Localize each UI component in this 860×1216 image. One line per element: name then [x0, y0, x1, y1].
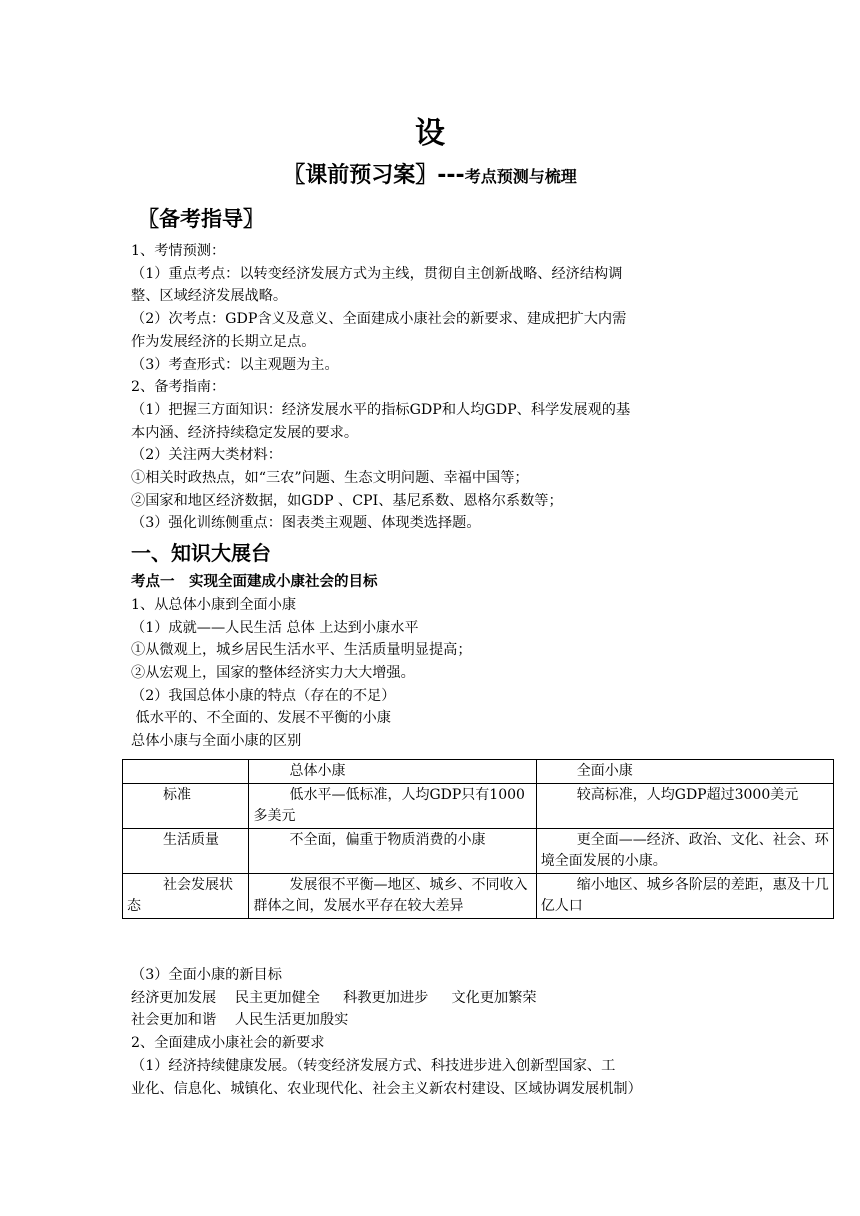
- table-row: [123, 784, 834, 829]
- guide-line: （3）强化训练侧重点：图表类主观题、体现类选择题。: [131, 515, 481, 532]
- guide-line: 本内涵、经济持续稳定发展的要求。: [131, 424, 359, 441]
- point-line: 低水平的、不全面的、发展不平衡的小康: [131, 710, 391, 727]
- guide-section: [131, 240, 741, 753]
- point-heading: 考点一 实现全面建成小康社会的目标: [131, 574, 378, 591]
- table-cell: 更全面——经济、政治、文化、社会、环境全面发展的小康。: [536, 829, 833, 874]
- table-cell: 社会发展状态: [123, 874, 249, 919]
- table-header-cell: [123, 760, 249, 784]
- table-cell: 不全面，偏重于物质消费的小康: [249, 829, 536, 874]
- guide-line: （1）重点考点：以转变经济发展方式为主线，贯彻自主创新战略、经济结构调: [131, 265, 623, 282]
- guide-line: ①相关时政热点，如“三农”问题、生态文明问题、幸福中国等；: [131, 470, 529, 487]
- guide-heading: 〖备考指导〗: [138, 207, 264, 231]
- body-line: 经济更加发展 民主更加健全 科教更加进步 文化更加繁荣: [131, 989, 537, 1006]
- table-header-row: [123, 760, 834, 784]
- table-cell: 发展很不平衡—地区、城乡、不同收入群体之间，发展水平存在较大差异: [249, 874, 536, 919]
- point-line: （1）成就——人民生活 总体 上达到小康水平: [131, 619, 419, 636]
- body-line: 社会更加和谐 人民生活更加殷实: [131, 1012, 349, 1029]
- table-cell: 低水平—低标准，人均GDP只有1000多美元: [249, 784, 536, 829]
- guide-line: 作为发展经济的长期立足点。: [131, 333, 316, 350]
- table-header-cell: 总体小康: [249, 760, 536, 784]
- table-cell: 生活质量: [123, 829, 249, 874]
- point-line: ①从微观上，城乡居民生活水平、生活质量明显提高；: [131, 642, 472, 659]
- point-line: （2）我国总体小康的特点（存在的不足）: [131, 687, 396, 704]
- subtitle-small: 考点预测与梳理: [464, 167, 577, 186]
- body-line: 2、全面建成小康社会的新要求: [131, 1035, 325, 1052]
- table-cell: 缩小地区、城乡各阶层的差距，惠及十几亿人口: [536, 874, 833, 919]
- guide-line: （3）考查形式：以主观题为主。: [131, 356, 339, 373]
- table-row: [123, 829, 834, 874]
- body-line: （1）经济持续健康发展。（转变经济发展方式、科技进步进入创新型国家、工: [131, 1057, 616, 1074]
- table-cell: 较高标准，人均GDP超过3000美元: [536, 784, 833, 829]
- point-line: 总体小康与全面小康的区别: [131, 733, 302, 750]
- guide-line: 1、考情预测：: [131, 243, 226, 259]
- guide-line: 整、区域经济发展战略。: [131, 288, 288, 305]
- guide-line: （1）把握三方面知识：经济发展水平的指标GDP和人均GDP、科学发展观的基: [131, 401, 631, 418]
- section-heading: 一、知识大展台: [131, 541, 271, 566]
- table-row: [123, 874, 834, 919]
- table-header-cell: 全面小康: [536, 760, 833, 784]
- guide-line: （2）关注两大类材料：: [131, 447, 282, 464]
- page-subtitle: [0, 158, 860, 189]
- point-line: ②从宏观上，国家的整体经济实力大大增强。: [131, 664, 415, 681]
- guide-line: 2、备考指南：: [131, 379, 226, 396]
- guide-line: （2）次考点：GDP含义及意义、全面建成小康社会的新要求、建成把扩大内需: [131, 311, 627, 328]
- table-cell: 标准: [123, 784, 249, 829]
- after-table-section: [131, 964, 751, 1100]
- guide-line: ②国家和地区经济数据，如GDP 、CPI、基尼系数、恩格尔系数等；: [131, 492, 563, 509]
- body-line: （3）全面小康的新目标: [131, 967, 282, 983]
- point-line: 1、从总体小康到全面小康: [131, 596, 297, 613]
- comparison-table: [122, 759, 834, 919]
- subtitle-main: 〖课前预习案〗---: [283, 163, 465, 188]
- body-line: 业化、信息化、城镇化、农业现代化、社会主义新农村建设、区域协调发展机制）: [131, 1080, 642, 1097]
- page-title: 设: [415, 116, 445, 151]
